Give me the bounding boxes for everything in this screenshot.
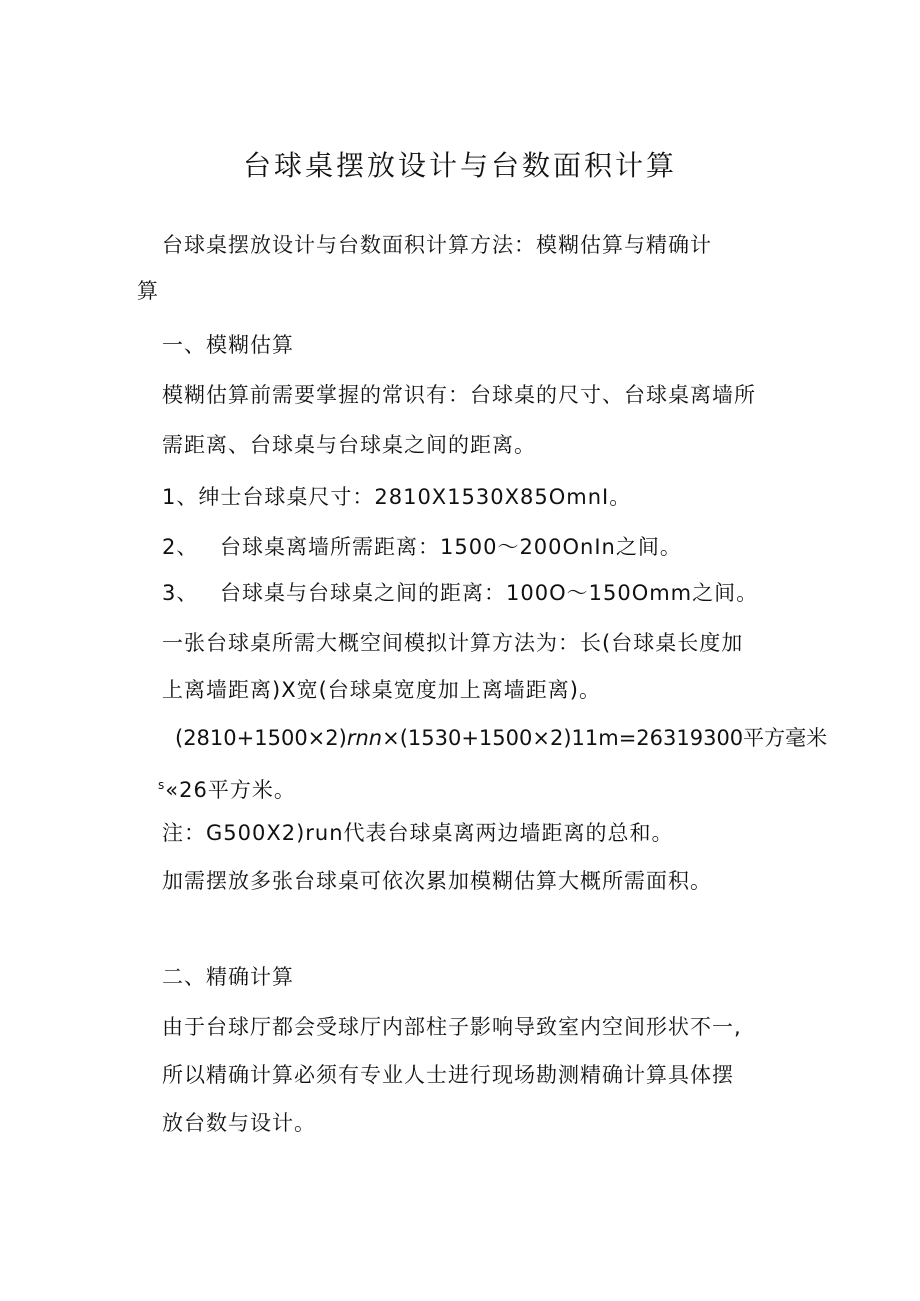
intro-line-1: 台球桌摆放设计与台数面积计算方法：模糊估算与精确计	[162, 233, 712, 257]
section-1-para-2-line-2: 上离墙距离)X宽(台球桌宽度加上离墙距离)。	[162, 678, 601, 702]
section-1-heading: 一、模糊估算	[162, 333, 294, 357]
section-1-para-3: 加需摆放多张台球桌可依次累加模糊估算大概所需面积。	[162, 869, 712, 893]
list-item-2	[162, 532, 682, 562]
section-2-heading: 二、精确计算	[162, 965, 294, 989]
section-1-para-1-line-2: 需距离、台球桌与台球桌之间的距离。	[162, 433, 536, 457]
list-item-2-number: 2、	[162, 535, 199, 559]
intro-line-2: 算	[137, 279, 159, 303]
list-item-3-number: 3、	[162, 581, 199, 605]
list-item-1: 1、绅士台球桌尺寸：2810X1530X85OmnI。	[162, 485, 632, 509]
formula-part-a: (2810+1500×2)	[175, 726, 347, 750]
section-2-line-3: 放台数与设计。	[162, 1111, 316, 1135]
approximation-line	[158, 770, 296, 805]
formula-line	[175, 723, 827, 753]
formula-part-b: rnn×	[346, 726, 400, 750]
document-title: 台球桌摆放设计与台数面积计算	[242, 149, 677, 182]
list-item-3	[162, 578, 758, 608]
section-2-line-2: 所以精确计算必须有专业人士进行现场勘测精确计算具体摆	[162, 1063, 734, 1087]
approximation-text: «26平方米。	[165, 778, 296, 802]
formula-part-c: (1530+1500×2)11m=26319300平方毫米	[399, 726, 828, 750]
list-item-2-text: 台球桌离墙所需距离：1500〜200OnIn之间。	[220, 535, 682, 559]
approximation-superscript: s	[158, 778, 166, 792]
section-1-para-1-line-1: 模糊估算前需要掌握的常识有：台球桌的尺寸、台球桌离墙所	[162, 383, 756, 407]
section-2-line-1: 由于台球厅都会受球厅内部柱子影响导致室内空间形状不一,	[162, 1015, 742, 1039]
list-item-3-text: 台球桌与台球桌之间的距离：100O〜150Omm之间。	[220, 581, 759, 605]
section-1-para-2-line-1: 一张台球桌所需大概空间模拟计算方法为：长(台球桌长度加	[162, 631, 744, 655]
note-line: 注：G500X2)run代表台球桌离两边墙距离的总和。	[162, 821, 674, 845]
